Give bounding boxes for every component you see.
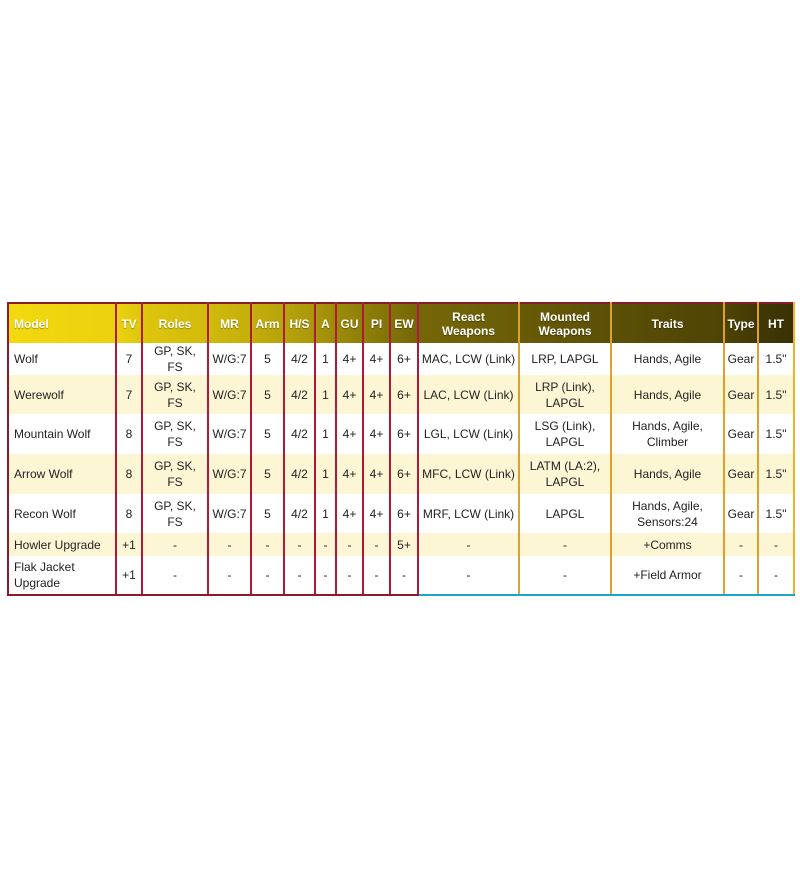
- table-cell: -: [418, 556, 519, 595]
- table-cell: W/G:7: [208, 414, 251, 454]
- model-name-cell: Flak Jacket Upgrade: [8, 556, 116, 595]
- table-cell: 4/2: [284, 414, 315, 454]
- table-cell: 6+: [390, 494, 418, 533]
- table-cell: LRP (Link), LAPGL: [519, 375, 611, 414]
- table-cell: 4+: [336, 343, 363, 375]
- table-row: [8, 494, 794, 533]
- column-header: Mounted Weapons: [519, 303, 611, 343]
- table-cell: MRF, LCW (Link): [418, 494, 519, 533]
- table-cell: GP, SK, FS: [142, 414, 208, 454]
- table-cell: 4/2: [284, 494, 315, 533]
- table-cell: Gear: [724, 414, 758, 454]
- table-cell: 5+: [390, 533, 418, 556]
- table-cell: 1: [315, 494, 336, 533]
- model-name-cell: Wolf: [8, 343, 116, 375]
- table-cell: -: [519, 533, 611, 556]
- table-cell: -: [336, 556, 363, 595]
- model-name-cell: Mountain Wolf: [8, 414, 116, 454]
- column-header: EW: [390, 303, 418, 343]
- table-cell: 1: [315, 454, 336, 494]
- table-cell: -: [758, 556, 794, 595]
- column-header: PI: [363, 303, 390, 343]
- table-cell: -: [519, 556, 611, 595]
- table-cell: 8: [116, 454, 142, 494]
- table-cell: 4+: [336, 414, 363, 454]
- table-cell: 1.5": [758, 343, 794, 375]
- table-row: [8, 454, 794, 494]
- unit-stats-table: [7, 302, 793, 590]
- table-cell: 4+: [363, 454, 390, 494]
- table-cell: -: [284, 556, 315, 595]
- column-header: Arm: [251, 303, 284, 343]
- table-cell: +Field Armor: [611, 556, 724, 595]
- table-cell: Hands, Agile: [611, 343, 724, 375]
- column-header: Roles: [142, 303, 208, 343]
- table-cell: -: [315, 533, 336, 556]
- table-cell: Hands, Agile: [611, 454, 724, 494]
- column-header: MR: [208, 303, 251, 343]
- table-cell: 5: [251, 454, 284, 494]
- table-cell: GP, SK, FS: [142, 375, 208, 414]
- table-cell: LAPGL: [519, 494, 611, 533]
- model-name-cell: Recon Wolf: [8, 494, 116, 533]
- table-cell: Gear: [724, 454, 758, 494]
- table-cell: LATM (LA:2), LAPGL: [519, 454, 611, 494]
- table-cell: -: [363, 533, 390, 556]
- table-cell: W/G:7: [208, 454, 251, 494]
- table-cell: 1: [315, 375, 336, 414]
- table-row: [8, 343, 794, 375]
- table-cell: 6+: [390, 414, 418, 454]
- table-cell: -: [724, 556, 758, 595]
- model-name-cell: Werewolf: [8, 375, 116, 414]
- table-cell: -: [758, 533, 794, 556]
- table-cell: -: [251, 556, 284, 595]
- table-cell: 4/2: [284, 343, 315, 375]
- table-cell: 6+: [390, 454, 418, 494]
- column-header: H/S: [284, 303, 315, 343]
- table-cell: LSG (Link), LAPGL: [519, 414, 611, 454]
- table-cell: 4+: [336, 375, 363, 414]
- table-cell: -: [142, 533, 208, 556]
- table-row: [8, 375, 794, 414]
- table-cell: W/G:7: [208, 494, 251, 533]
- table-cell: 5: [251, 375, 284, 414]
- table-cell: -: [208, 556, 251, 595]
- table-cell: 1.5": [758, 454, 794, 494]
- table-cell: 1: [315, 414, 336, 454]
- table-cell: 1: [315, 343, 336, 375]
- model-name-cell: Arrow Wolf: [8, 454, 116, 494]
- table-cell: MAC, LCW (Link): [418, 343, 519, 375]
- column-header: A: [315, 303, 336, 343]
- table-row: [8, 414, 794, 454]
- table-cell: MFC, LCW (Link): [418, 454, 519, 494]
- table-cell: 7: [116, 375, 142, 414]
- table-cell: 6+: [390, 343, 418, 375]
- table-cell: -: [418, 533, 519, 556]
- table-cell: Gear: [724, 375, 758, 414]
- table-cell: GP, SK, FS: [142, 494, 208, 533]
- column-header: GU: [336, 303, 363, 343]
- column-header: Model: [8, 303, 116, 343]
- table-cell: 1.5": [758, 494, 794, 533]
- column-header: Traits: [611, 303, 724, 343]
- table-cell: +1: [116, 556, 142, 595]
- table-cell: Hands, Agile: [611, 375, 724, 414]
- table-cell: 4/2: [284, 454, 315, 494]
- table-cell: W/G:7: [208, 375, 251, 414]
- column-header: React Weapons: [418, 303, 519, 343]
- table-cell: -: [251, 533, 284, 556]
- table-cell: 1.5": [758, 414, 794, 454]
- table-cell: 4+: [336, 494, 363, 533]
- header-row: [8, 303, 794, 343]
- table-cell: 8: [116, 494, 142, 533]
- table-cell: GP, SK, FS: [142, 454, 208, 494]
- table-cell: 8: [116, 414, 142, 454]
- table-cell: -: [390, 556, 418, 595]
- table-cell: Hands, Agile, Climber: [611, 414, 724, 454]
- column-header: Type: [724, 303, 758, 343]
- table-cell: Gear: [724, 343, 758, 375]
- table-cell: +Comms: [611, 533, 724, 556]
- table-cell: Hands, Agile, Sensors:24: [611, 494, 724, 533]
- table-cell: 1.5": [758, 375, 794, 414]
- column-header: HT: [758, 303, 794, 343]
- stats-table: [7, 302, 795, 596]
- table-cell: 5: [251, 494, 284, 533]
- table-cell: -: [363, 556, 390, 595]
- table-cell: 4+: [363, 343, 390, 375]
- table-cell: LGL, LCW (Link): [418, 414, 519, 454]
- table-cell: 4/2: [284, 375, 315, 414]
- table-cell: -: [208, 533, 251, 556]
- table-cell: 4+: [363, 414, 390, 454]
- table-cell: -: [724, 533, 758, 556]
- table-cell: -: [142, 556, 208, 595]
- table-cell: 6+: [390, 375, 418, 414]
- table-cell: LAC, LCW (Link): [418, 375, 519, 414]
- table-cell: GP, SK, FS: [142, 343, 208, 375]
- table-cell: 4+: [336, 454, 363, 494]
- table-cell: LRP, LAPGL: [519, 343, 611, 375]
- table-cell: +1: [116, 533, 142, 556]
- table-cell: 5: [251, 414, 284, 454]
- table-cell: Gear: [724, 494, 758, 533]
- model-name-cell: Howler Upgrade: [8, 533, 116, 556]
- table-row: [8, 533, 794, 556]
- table-cell: -: [336, 533, 363, 556]
- table-cell: -: [284, 533, 315, 556]
- table-cell: 5: [251, 343, 284, 375]
- table-cell: 7: [116, 343, 142, 375]
- column-header: TV: [116, 303, 142, 343]
- table-cell: 4+: [363, 494, 390, 533]
- table-cell: W/G:7: [208, 343, 251, 375]
- table-cell: 4+: [363, 375, 390, 414]
- table-row: [8, 556, 794, 595]
- table-cell: -: [315, 556, 336, 595]
